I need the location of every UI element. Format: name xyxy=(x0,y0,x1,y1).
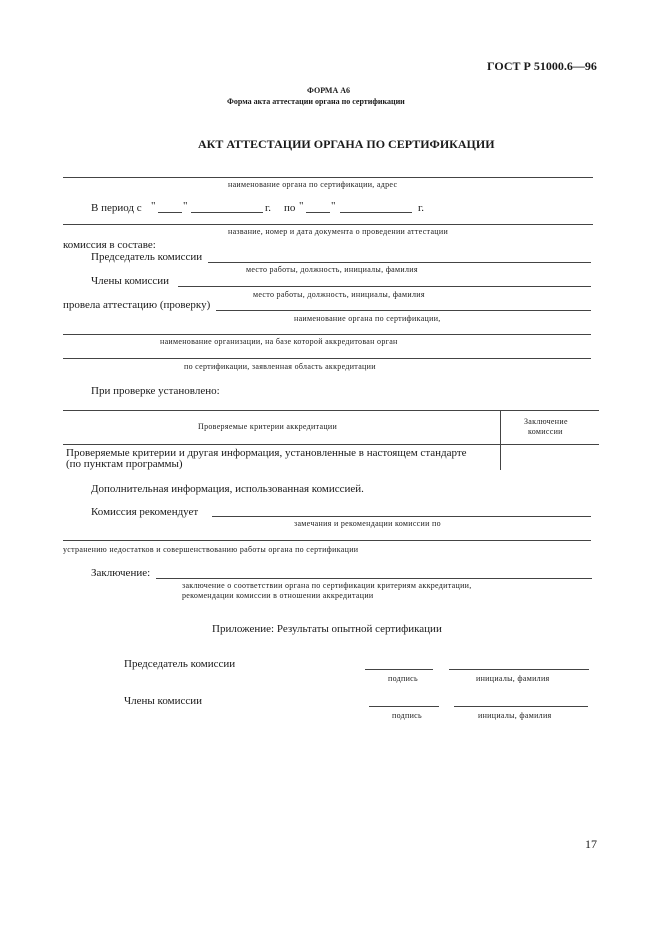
members-hint: место работы, должность, инициалы, фамилия xyxy=(253,290,425,299)
sig-members-label: Члены комиссии xyxy=(124,695,203,707)
attestation-label: провела аттестацию (проверку) xyxy=(63,299,211,311)
period-to-label: по xyxy=(284,202,296,214)
quote-open-1: " xyxy=(151,200,156,212)
org-name-line xyxy=(63,177,593,178)
quote-open-2: " xyxy=(299,200,304,212)
recommends-hint-2: устранению недостатков и совершенствованию работы органа по сертификации xyxy=(63,545,359,554)
scope-line xyxy=(63,358,591,359)
page-number: 17 xyxy=(585,837,597,851)
form-subtitle: Форма акта аттестации органа по сертификации xyxy=(227,97,405,106)
table-row-text-line1: Проверяемые критерии и другая информация, установленные в настоящем стандарте xyxy=(66,447,467,459)
table-row-text-line2: (по пунктам программы) xyxy=(66,458,183,470)
additional-info: Дополнительная информация, использованная комиссией. xyxy=(91,483,364,495)
criteria-column-header: Проверяемые критерии аккредитации xyxy=(198,422,338,431)
recommends-label: Комиссия рекомендует xyxy=(91,506,199,518)
conclusion-hint-line1: заключение о соответствии органа по сертификации критериям аккредитации, xyxy=(182,581,472,590)
document-line xyxy=(63,224,593,225)
form-label: ФОРМА А6 xyxy=(307,86,351,95)
document-hint: название, номер и дата документа о проведении аттестации xyxy=(228,227,449,236)
period-end-month-field[interactable] xyxy=(340,212,412,213)
chairman-name-field[interactable] xyxy=(449,669,589,670)
period-label: В период с xyxy=(91,202,142,214)
year-mark-1: г. xyxy=(265,202,272,214)
year-mark-2: г. xyxy=(418,202,425,214)
conclusion-label: Заключение: xyxy=(91,567,151,579)
chairman-hint: место работы, должность, инициалы, фамилия xyxy=(246,265,418,274)
chairman-label: Председатель комиссии xyxy=(91,251,203,263)
attestation-hint: наименование органа по сертификации, xyxy=(294,314,441,323)
quote-close-1: " xyxy=(183,200,188,212)
base-org-line xyxy=(63,334,591,335)
chairman-signature-field[interactable] xyxy=(365,669,433,670)
conclusion-hint-line2: рекомендации комиссии в отношении аккредитации xyxy=(182,591,374,600)
chairman-signature-hint: подпись xyxy=(388,674,418,683)
quote-close-2: " xyxy=(331,200,336,212)
scope-hint: по сертификации, заявленная область аккредитации xyxy=(184,362,376,371)
established-label: При проверке установлено: xyxy=(91,385,220,397)
org-name-hint: наименование органа по сертификации, адрес xyxy=(228,180,398,189)
chairman-field[interactable] xyxy=(208,262,591,263)
members-name-field[interactable] xyxy=(454,706,588,707)
table-top-border xyxy=(63,410,599,411)
page-title: АКТ АТТЕСТАЦИИ ОРГАНА ПО СЕРТИФИКАЦИИ xyxy=(198,137,495,151)
commission-composition: комиссия в составе: xyxy=(63,239,156,251)
recommends-field[interactable] xyxy=(212,516,591,517)
table-column-divider xyxy=(500,410,501,470)
members-label: Члены комиссии xyxy=(91,275,170,287)
members-field[interactable] xyxy=(178,286,591,287)
members-signature-field[interactable] xyxy=(369,706,439,707)
attestation-field[interactable] xyxy=(216,310,591,311)
members-name-hint: инициалы, фамилия xyxy=(478,711,552,720)
conclusion-field[interactable] xyxy=(156,578,592,579)
table-header-border xyxy=(63,444,599,445)
base-org-hint: наименование организации, на базе которой аккредитован орган xyxy=(160,337,398,346)
standard-code: ГОСТ Р 51000.6—96 xyxy=(487,59,597,73)
chairman-name-hint: инициалы, фамилия xyxy=(476,674,550,683)
period-start-month-field[interactable] xyxy=(191,212,263,213)
recommends-hint: замечания и рекомендации комиссии по xyxy=(294,519,441,528)
period-start-day-field[interactable] xyxy=(158,212,182,213)
members-signature-hint: подпись xyxy=(392,711,422,720)
sig-chairman-label: Председатель комиссии xyxy=(124,658,236,670)
conclusion-column-header-line1: Заключение xyxy=(524,417,568,426)
period-end-day-field[interactable] xyxy=(306,212,330,213)
appendix: Приложение: Результаты опытной сертификации xyxy=(212,623,442,635)
conclusion-column-header-line2: комиссии xyxy=(528,427,563,436)
recommends-line-2 xyxy=(63,540,591,541)
